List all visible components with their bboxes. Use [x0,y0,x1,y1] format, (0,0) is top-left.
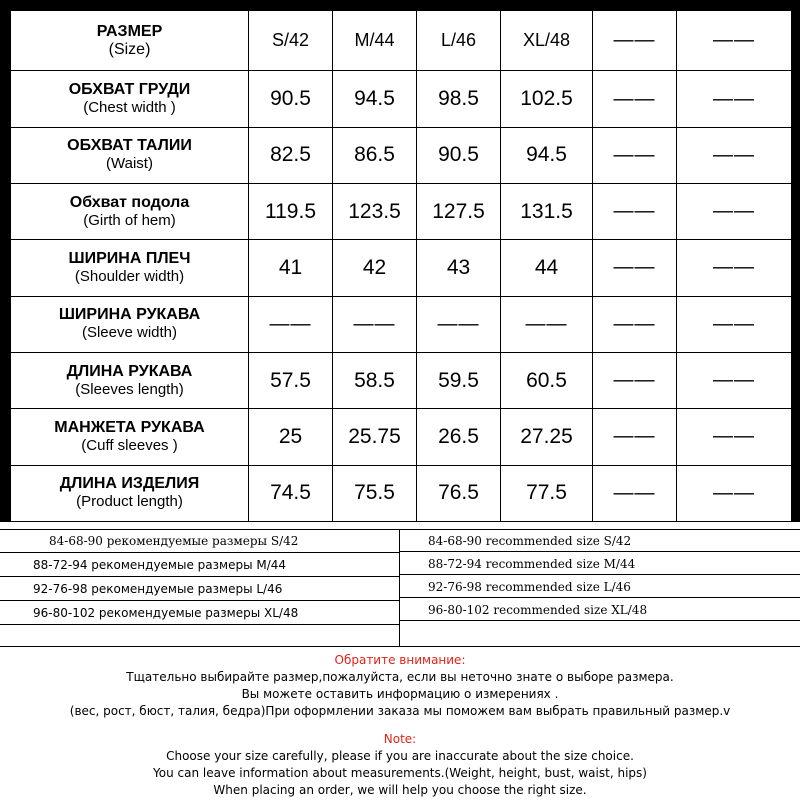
measurement-value-l: 76.5 [417,465,501,521]
measurement-row [11,465,792,521]
size-header-xl: XL/48 [501,11,593,71]
measurement-value-m: 94.5 [333,71,417,127]
divider [0,552,399,553]
measurement-value-l: —— [417,296,501,352]
measurement-value-xl: 44 [501,240,593,296]
measurement-value-extra-1: —— [593,71,677,127]
reco-en-m: 88-72-94 recommended size M/44 [428,557,636,571]
size-header-label [11,11,249,71]
measurement-label-ru: ШИРИНА РУКАВА [58,306,201,324]
measurement-row [11,240,792,296]
measurement-value-l: 43 [417,240,501,296]
measurement-label [11,352,249,408]
measurement-value-l: 98.5 [417,71,501,127]
divider [400,551,800,552]
measurement-label-en: (Waist) [106,155,153,173]
divider [0,600,399,601]
size-header-row [11,11,792,71]
measurement-value-m: 42 [333,240,417,296]
measurement-row [11,352,792,408]
divider [0,576,399,577]
size-header-l: L/46 [417,11,501,71]
measurement-label-en: (Girth of hem) [83,211,176,229]
measurement-value-extra-1: —— [593,352,677,408]
notice-en-line: When placing an order, we will help you choose the right size. [213,783,587,797]
measurement-value-m: 58.5 [333,352,417,408]
measurement-value-xl: 94.5 [501,127,593,183]
divider [400,597,800,598]
measurement-label [11,184,249,240]
measurement-row [11,409,792,465]
measurement-value-extra-1: —— [593,127,677,183]
notice-block [0,652,800,799]
measurement-value-extra-2: —— [677,127,792,183]
measurement-label-en: (Chest width ) [83,99,176,116]
measurement-value-s: 82.5 [249,127,333,183]
divider [400,574,800,575]
divider [0,529,800,530]
measurement-value-xl: 77.5 [501,465,593,521]
measurement-value-s: 90.5 [249,71,333,127]
measurement-value-extra-1: —— [593,409,677,465]
measurement-row [11,184,792,240]
size-header-empty-1: —— [593,11,677,71]
measurement-label-ru: ДЛИНА ИЗДЕЛИЯ [59,475,200,493]
measurement-value-extra-2: —— [677,296,792,352]
measurement-label-ru: ШИРИНА ПЛЕЧ [68,249,191,267]
measurement-value-m: 25.75 [333,409,417,465]
notice-en-title: Note: [383,732,417,746]
reco-en-l: 92-76-98 recommended size L/46 [428,580,631,594]
measurement-label-ru: ОБХВАТ ТАЛИИ [67,137,192,155]
size-header-ru: РАЗМЕР [96,22,163,40]
measurement-label [11,409,249,465]
measurement-value-extra-2: —— [677,352,792,408]
size-header-en: (Size) [108,40,151,58]
measurement-value-s: 57.5 [249,352,333,408]
measurement-value-s: 41 [249,240,333,296]
notice-spacer [0,720,800,731]
reco-en-s: 84-68-90 recommended size S/42 [428,534,632,548]
measurement-label [11,465,249,521]
measurement-value-extra-1: —— [593,465,677,521]
notice-ru-line: Вы можете оставить информацию о измерениях . [241,687,559,701]
measurement-value-extra-1: —— [593,296,677,352]
notice-ru-line: Тщательно выбирайте размер,пожалуйста, если вы неточно знате о выборе размера. [126,670,674,684]
measurement-value-l: 59.5 [417,352,501,408]
measurement-value-l: 127.5 [417,184,501,240]
measurement-label [11,240,249,296]
notice-ru-line: (вес, рост, бюст, талия, бедра)При оформлении заказа мы поможем вам выбрать правильный размер.v [69,704,731,718]
measurement-value-extra-1: —— [593,184,677,240]
measurement-value-xl: 131.5 [501,184,593,240]
measurement-value-extra-2: —— [677,71,792,127]
measurement-label-ru: ОБХВАТ ГРУДИ [68,81,191,98]
measurement-label [11,71,249,127]
measurement-value-s: —— [249,296,333,352]
reco-ru-xl: 96-80-102 рекомендуемые размеры XL/48 [33,606,299,620]
measurement-label-en: (Product length) [76,493,183,511]
measurement-value-extra-2: —— [677,184,792,240]
notice-ru-title: Обратите внимание: [334,653,466,667]
notice-en-line: You can leave information about measurements.(Weight, height, bust, waist, hips) [153,766,647,780]
measurement-label [11,296,249,352]
notice-en-line: Choose your size carefully, please if you are inaccurate about the size choice. [166,749,634,763]
measurement-row [11,127,792,183]
measurement-value-s: 119.5 [249,184,333,240]
measurement-value-l: 26.5 [417,409,501,465]
measurement-value-xl: 102.5 [501,71,593,127]
measurement-label [11,127,249,183]
measurement-value-extra-2: —— [677,409,792,465]
size-header-empty-2: —— [677,11,792,71]
reco-ru-l: 92-76-98 рекомендуемые размеры L/46 [33,582,283,596]
measurement-label-en: (Cuff sleeves ) [81,436,178,454]
divider [399,529,400,647]
measurement-value-xl: —— [501,296,593,352]
measurement-value-m: —— [333,296,417,352]
measurement-row [11,296,792,352]
size-table [10,10,792,522]
divider [0,646,800,647]
reco-ru-s: 84-68-90 рекомендуемые размеры S/42 [49,534,299,548]
reco-ru-m: 88-72-94 рекомендуемые размеры M/44 [33,558,287,572]
measurement-label-en: (Shoulder width) [74,267,185,285]
measurement-value-m: 75.5 [333,465,417,521]
measurement-label-en: (Sleeves length) [75,380,184,398]
divider [400,620,800,621]
measurement-value-xl: 27.25 [501,409,593,465]
measurement-value-extra-2: —— [677,465,792,521]
measurement-value-m: 123.5 [333,184,417,240]
measurement-label-en: (Sleeve width) [81,324,178,342]
measurement-label-ru: МАНЖЕТА РУКАВА [54,418,205,436]
measurement-value-extra-2: —— [677,240,792,296]
reco-en-xl: 96-80-102 recommended size XL/48 [428,603,648,617]
measurement-value-s: 74.5 [249,465,333,521]
measurement-value-m: 86.5 [333,127,417,183]
measurement-value-l: 90.5 [417,127,501,183]
size-header-m: M/44 [333,11,417,71]
divider [0,624,399,625]
measurement-value-xl: 60.5 [501,352,593,408]
measurement-value-s: 25 [249,409,333,465]
size-table-body [11,11,792,522]
measurement-label-ru: Обхват подола [69,193,190,211]
measurement-label-ru: ДЛИНА РУКАВА [66,362,193,380]
measurement-value-extra-1: —— [593,240,677,296]
size-header-s: S/42 [249,11,333,71]
measurement-row [11,71,792,127]
recommendation-table [0,529,800,647]
